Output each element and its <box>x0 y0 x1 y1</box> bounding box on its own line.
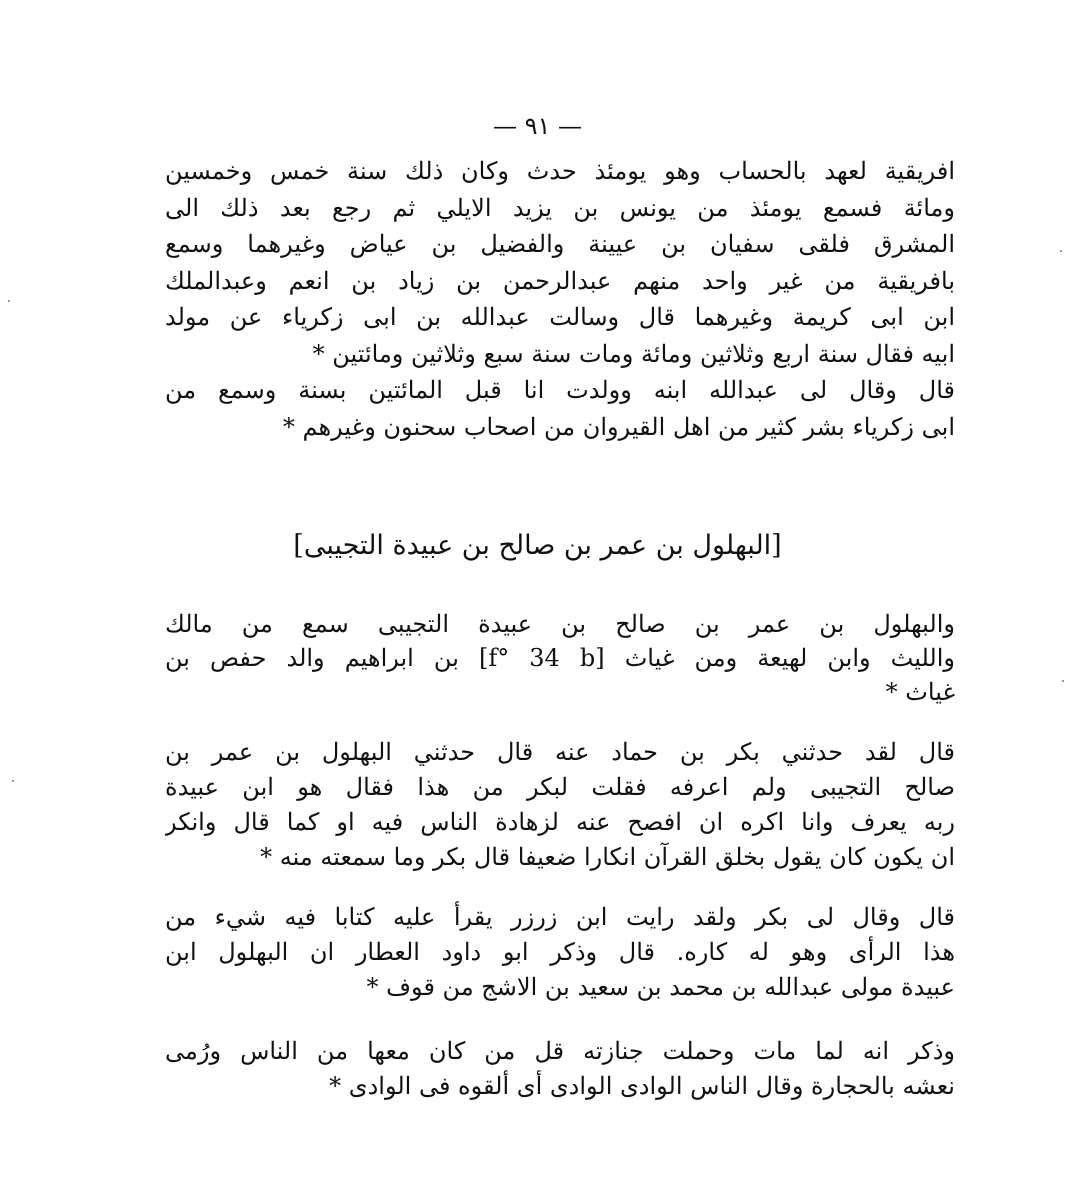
text-line: والبهلول بن عمر بن صالح بن عبيدة التجيبى سمع من مالك <box>165 610 955 638</box>
text-line: نعشه بالحجارة وقال الناس الوادى الوادى أى ألقوه فى الوادى * <box>329 1072 955 1100</box>
scan-speck <box>12 780 14 782</box>
text-line: المشرق فلقى سفيان بن عيينة والفضيل بن عياض وغيرهما وسمع <box>165 230 955 258</box>
text-line: غياث * <box>885 678 955 706</box>
paragraph-bakr-report <box>165 735 955 875</box>
text-line: ربه يعرف وانا اكره ان افصح عنه لزهادة الناس فيه او كما قال وانكر <box>165 808 955 836</box>
text-line: ان يكون كان يقول بخلق القرآن انكارا ضعيفا قال بكر وما سمعته منه * <box>260 843 955 871</box>
text-line: وذكر انه لما مات وحملت جنازته قل من كان معها من الناس ورُمى <box>165 1037 955 1065</box>
text-line: قال وقال لى عبدالله ابنه وولدت انا قبل المائتين بسنة وسمع من <box>165 376 955 404</box>
text-line: بافريقية من غير واحد منهم عبدالرحمن بن زياد بن انعم وعبدالملك <box>165 266 955 295</box>
text-line: ابيه فقال سنة اربع وثلاثين ومائة ومات سنة سبع وثلاثين ومائتين * <box>312 339 955 368</box>
text-line: عبيدة مولى عبدالله بن محمد بن سعيد بن الاشج من قوف * <box>366 973 955 1001</box>
text-line: صالح التجيبى ولم اعرفه فقلت لبكر من هذا فقال هو ابن عبيدة <box>165 773 955 801</box>
text-line: ابى زكرياء بشر كثير من اهل القيروان من اصحاب سحنون وغيرهم * <box>282 412 955 441</box>
paragraph-intro <box>165 607 955 709</box>
scan-speck <box>1062 680 1064 682</box>
text-line: قال لقد حدثني بكر بن حماد عنه قال حدثني البهلول بن عمر بن <box>165 738 955 766</box>
scan-speck <box>1060 250 1062 252</box>
text-line: والليث وابن لهيعة ومن غياث [f° 34 b] بن ابراهيم والد حفص بن <box>165 644 955 672</box>
paragraph-funeral <box>165 1034 955 1104</box>
text-line: ومائة فسمع يومئذ من يونس بن يزيد الايلي ثم رجع بعد ذلك الى <box>165 193 955 222</box>
section-heading: [البهلول بن عمر بن صالح بن عبيدة التجيبى] <box>293 530 782 561</box>
scan-speck <box>8 300 10 302</box>
text-line: قال وقال لى بكر ولقد رايت ابن زرزر يقرأ عليه كتابا فيه شيء من <box>165 903 955 931</box>
paragraph-ibn-zarzar <box>165 900 955 1005</box>
text-line: ابن ابى كريمة وغيرهما قال وسالت عبدالله بن ابى زكرياء عن مولد <box>165 303 955 331</box>
text-line: هذا الرأى وهو له كاره. قال وذكر ابو داود العطار ان البهلول ابن <box>165 938 955 966</box>
paragraph-biography-continuation <box>165 153 955 445</box>
text-line: افريقية لعهد بالحساب وهو يومئذ حدث وكان ذلك سنة خمس وخمسين <box>165 157 955 185</box>
page-number: — ٩١ — <box>492 112 583 140</box>
